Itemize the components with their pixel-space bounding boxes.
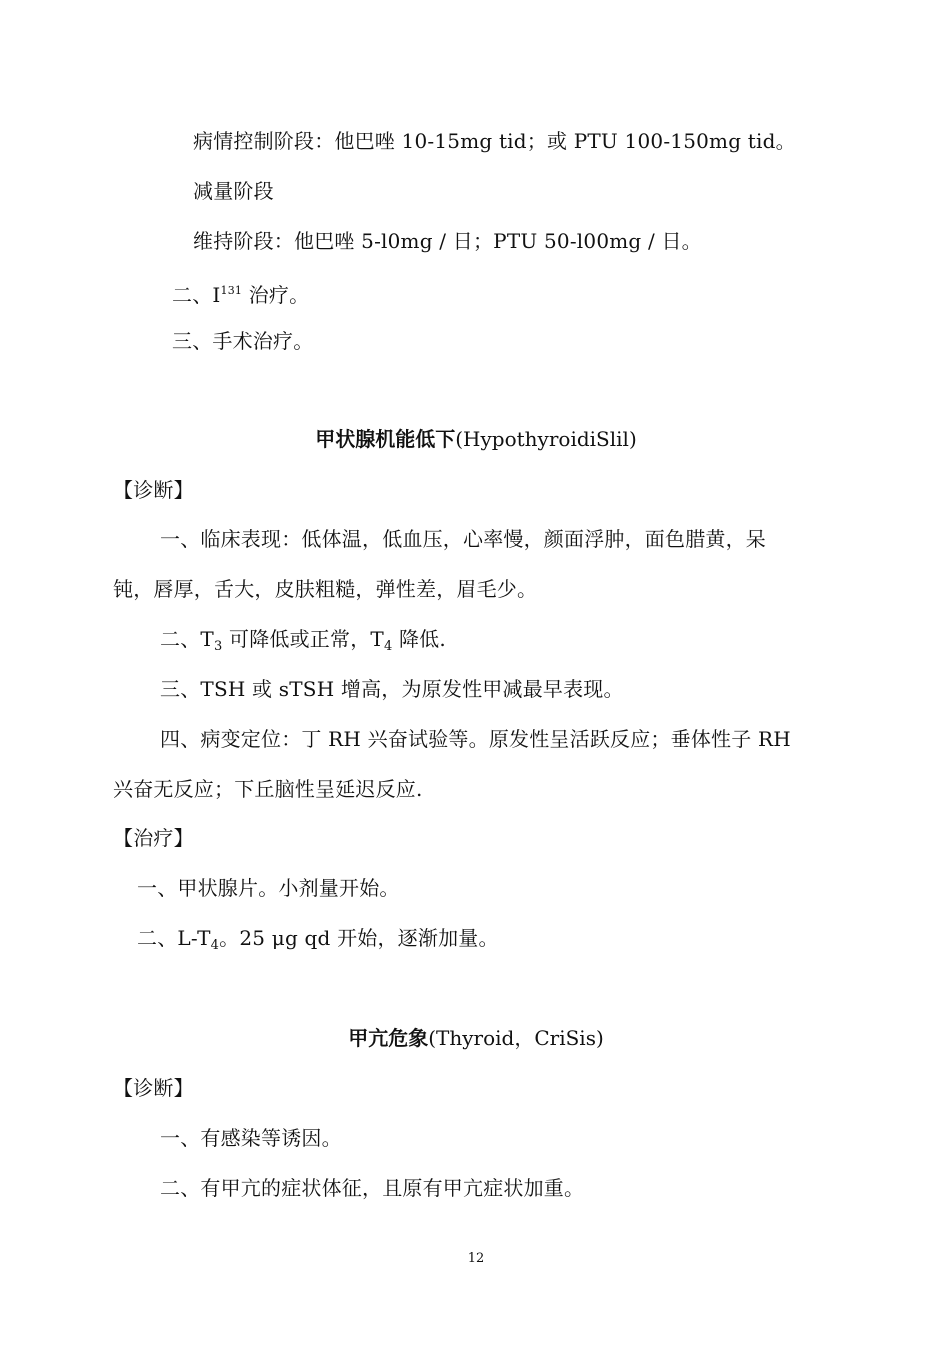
hypo-treatment-1: 一、甲状腺片。小剂量开始。: [137, 876, 400, 900]
page-number: 12: [467, 1251, 485, 1266]
crisis-diagnosis-heading: 【诊断】: [113, 1076, 194, 1100]
i131-suffix: 治疗。: [242, 283, 310, 307]
hypo-d2-sub-t4: 4: [383, 639, 393, 654]
surgery-treatment-line: 三、手术治疗。: [172, 329, 314, 353]
hypo-diagnosis-1-line1: 一、临床表现：低体温，低血压，心率慢，颜面浮肿，面色腊黄，呆: [160, 527, 766, 551]
hypo-t2-part1: 二、L-T: [137, 926, 211, 950]
hypothyroidism-title-zh: 甲状腺机能低下: [315, 427, 456, 451]
crisis-diagnosis-1: 一、有感染等诱因。: [160, 1126, 342, 1150]
hypo-d2-part1: 二、T: [160, 627, 214, 651]
hypo-d2-part2: 可降低或正常，T: [222, 627, 384, 651]
i131-prefix: 二、I: [172, 283, 221, 307]
i131-treatment-line: [172, 276, 309, 310]
hypo-t2-part2: 。25 μg qd 开始，逐渐加量。: [219, 926, 499, 950]
hypo-diagnosis-2: [160, 624, 446, 662]
hypo-d2-part3: 降低.: [392, 627, 446, 651]
hypo-diagnosis-4-line1: 四、病变定位：丁 RH 兴奋试验等。原发性呈活跃反应；垂体性子 RH: [160, 727, 791, 751]
hypo-diagnosis-4-line2: 兴奋无反应；下丘脑性呈延迟反应.: [113, 777, 423, 801]
thyroid-crisis-title-en: (Thyroid，CriSis): [428, 1026, 604, 1050]
hypo-treatment-heading: 【治疗】: [113, 826, 194, 850]
hypothyroidism-title: [0, 424, 952, 454]
hypothyroidism-title-en: (HypothyroidiSlil): [455, 427, 637, 451]
hypo-diagnosis-heading: 【诊断】: [113, 478, 194, 502]
thyroid-crisis-title: [0, 1023, 952, 1053]
hypo-diagnosis-1-line2: 钝，唇厚，舌大，皮肤粗糙，弹性差，眉毛少。: [113, 577, 538, 601]
hypo-treatment-2: [137, 923, 499, 961]
control-phase-line: 病情控制阶段：他巴唑 10-15mg tid；或 PTU 100-150mg tid。: [193, 129, 796, 153]
hypo-diagnosis-3: 三、TSH 或 sTSH 增高，为原发性甲减最早表现。: [160, 677, 624, 701]
reduction-phase-line: 减量阶段: [193, 179, 274, 203]
hypo-d2-sub-t3: 3: [213, 639, 223, 654]
hypo-t2-sub-t4: 4: [210, 938, 220, 953]
crisis-diagnosis-2: 二、有甲亢的症状体征，且原有甲亢症状加重。: [160, 1176, 585, 1200]
i131-superscript: 131: [220, 284, 243, 297]
thyroid-crisis-title-zh: 甲亢危象: [348, 1026, 429, 1050]
maintenance-phase-line: 维持阶段：他巴唑 5-l0mg / 日；PTU 50-l00mg / 日。: [193, 229, 702, 253]
